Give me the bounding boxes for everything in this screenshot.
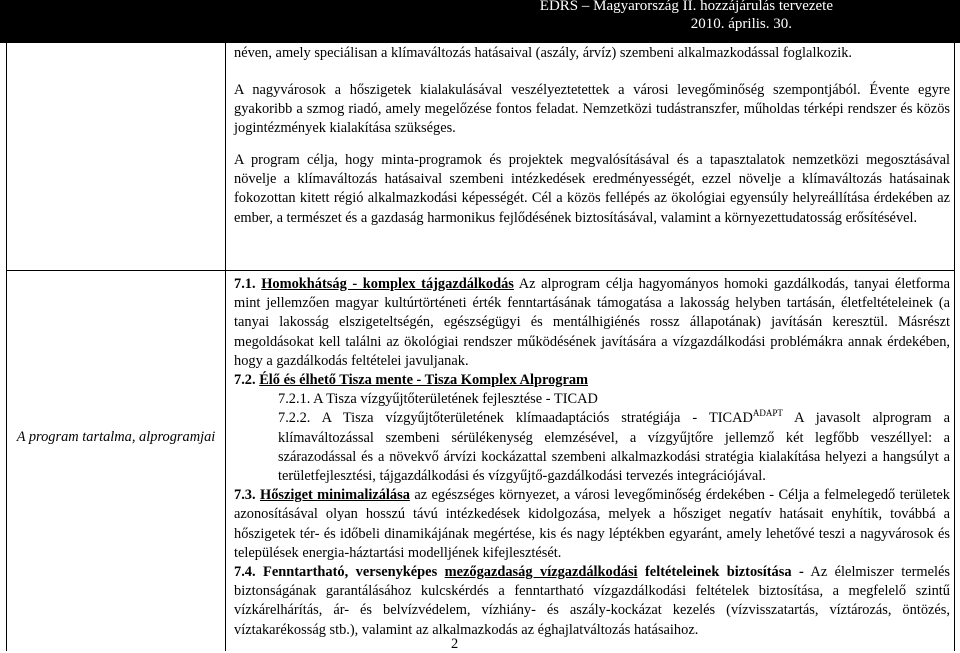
subprogram-7-3-title: Hősziget minimalizálása	[260, 487, 410, 504]
row-label: A program tartalma, alprogramjai	[16, 429, 216, 445]
subprogram-7-2-title: Élő és élhető Tisza mente - Tisza Komplex Alprogram	[259, 372, 589, 389]
paragraph-program-goal: A program célja, hogy minta-programok és projektek megvalósításával és a tapasztalatok nemzetközi megosztásával növelje a klímaváltozás hatásaival szembeni intézkedések eredményességét, ezzel növelje a klímaváltozás hatásainak fokozottan kitett régió alkalmazkodási képességét. Cél a közös fellépés az ökológiai egyensúly helyreállítása érdekében az ember, a természet és a gazdaság harmonikus fejlődésének biztosításával, valamint a környezettudatosság erősítésével.	[234, 152, 950, 226]
subprogram-list	[234, 275, 950, 640]
table-row-divider	[6, 270, 955, 271]
subprogram-7-2: 7.2. Élő és élhető Tisza mente - Tisza Komplex Alprogram	[234, 372, 589, 389]
subprogram-7-4-title: Fenntartható, versenyképes mezőgazdaság vízgazdálkodási feltételeinek biztosítása -	[263, 564, 804, 581]
subprogram-7-4: 7.4. Fenntartható, versenyképes mezőgazdaság vízgazdálkodási feltételeinek biztosítása - Az élelmiszer termelés biztonságának garantálásához kulcskérdés a fenntartható vízgazdálkodási feltételek biztosítása, a megfelelő szintű vízkárelhárítás, ár- és belvízvédelem, vízhiány- és aszály-kockázat kezelés (vízvisszatartás, víztározás, öntözés, víztakarékosság stb.), valamint az alkalmazkodás az éghajlatváltozás hatásaihoz.	[234, 564, 950, 638]
subprogram-7-2-1: 7.2.1. A Tisza vízgyűjtőterületének fejlesztése - TICAD	[278, 391, 598, 408]
subprogram-7-1: 7.1. Homokhátság - komplex tájgazdálkodás Az alprogram célja hagyományos homoki gazdálkodás, tanyai életforma mint jellemzően magyar kultúrtörténeti érték fenntartásának támogatása a lakosság helyben tartásán, életfeltételeinek (a tanyai lakosság elszigeteltségén, egészségügyi és mentálhigiénés rossz állapotának) javításán keresztül. Másrészt megoldásokat kell találni az ökológiai rendszer működésének javítására a vízgazdálkodási problémákra annak érdekében, hogy a gazdálkodás feltételei javuljanak.	[234, 276, 950, 369]
subprogram-7-2-2: 7.2.2. A Tisza vízgyűjtőterületének klímaadaptációs stratégiája - $TICAD^{ADAPT}$ A javasolt alprogram a klímaváltozással szembeni sérülékenység elemzésével, a vízgyűjtőre jellemző két legfőbb veszéllyel: a szárazodással és a növekvő árvízi kockázattal szembeni alkalmazkodási stratégia kialakítása helyezi a hangsúlyt a területfejlesztési, tájgazdálkodási és vízgyűjtő-gazdálkodási tervezés integrációjával.	[278, 408, 950, 485]
continuation-line: néven, amely speciálisan a klímaváltozás hatásaival (aszály, árvíz) szembeni alkalmazkodással foglalkozik.	[234, 45, 853, 61]
subprogram-7-3: 7.3. Hősziget minimalizálása az egészséges környezet, a városi levegőminőség érdekében - Célja a felmelegedő területek azonosításával olyan hosszú távú intézkedések kidolgozása, melyek a hősziget negatív hatásait enyhítik, továbbá a hőszigetek tér- és időbeli dinamikájának megértése, kis és nagy léptékben egyaránt, amely lehetővé teszi a nagyvárosok és települések energia-háztartási modelljének kifejlesztését.	[234, 487, 950, 561]
header-title: EDRS – Magyarország II. hozzájárulás tervezete	[539, 0, 833, 14]
page-header	[0, 0, 960, 43]
table-border-right	[954, 43, 955, 651]
subprogram-7-1-title: Homokhátság - komplex tájgazdálkodás	[261, 276, 514, 292]
header-date: 2010. április. 30.	[690, 16, 792, 32]
table-border-middle	[225, 43, 226, 651]
paragraph-heat-islands: A nagyvárosok a hőszigetek kialakulásával veszélyeztetettek a városi levegőminőség szempontjából. Évente egyre gyakoribb a szmog riadó, amely megelőzése fontos feladat. Nemzetközi tudástranszfer, műholdas térképi rendszer és közös jogintézmények kialakítása szükséges.	[234, 82, 950, 137]
table-border-left	[6, 43, 7, 651]
page-number: 2	[451, 636, 459, 652]
